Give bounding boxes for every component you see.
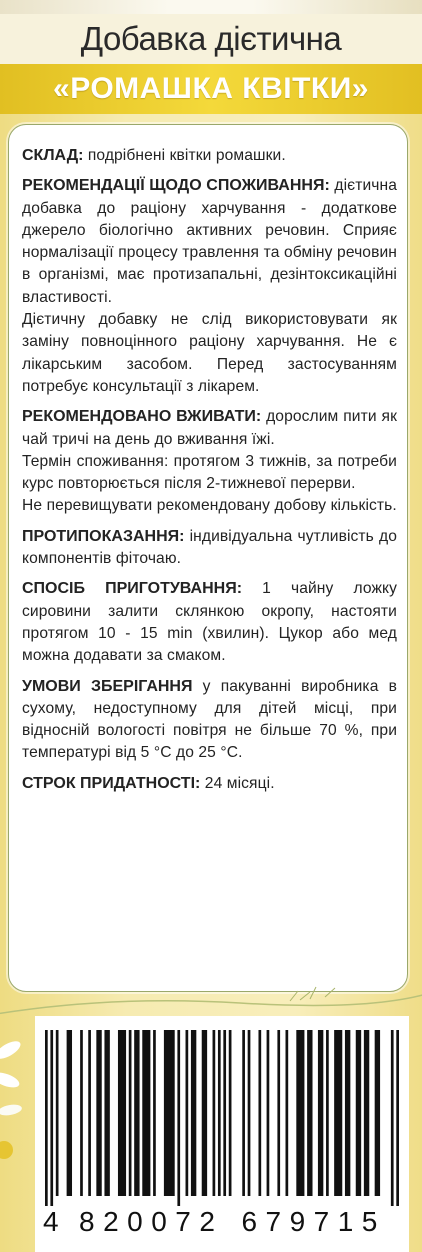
product-title: Добавка дієтична bbox=[0, 14, 422, 64]
barcode-bar bbox=[191, 1030, 196, 1196]
dosage-text: дорослим пити як чай тричі на день до вживання їжі. bbox=[22, 408, 398, 448]
barcode-bar bbox=[177, 1030, 180, 1206]
barcode-bar bbox=[318, 1030, 323, 1196]
barcode-bar bbox=[391, 1030, 394, 1206]
barcode-bar bbox=[129, 1030, 132, 1196]
shelf-life-label: СТРОК ПРИДАТНОСТІ: bbox=[22, 774, 201, 792]
contraindications-label: ПРОТИПОКАЗАННЯ: bbox=[22, 527, 185, 545]
barcode-bar bbox=[296, 1030, 304, 1196]
dosage-paragraph bbox=[22, 406, 397, 451]
barcode-bar bbox=[267, 1030, 270, 1196]
barcode-bar bbox=[326, 1030, 329, 1196]
composition-label: СКЛАД: bbox=[22, 147, 84, 164]
barcode-bars bbox=[45, 1030, 399, 1206]
barcode-bar bbox=[364, 1030, 369, 1196]
barcode-bar bbox=[229, 1030, 232, 1196]
barcode-group-left: 820072 bbox=[79, 1206, 224, 1237]
barcode-bar bbox=[307, 1030, 312, 1196]
barcode-bar bbox=[153, 1030, 156, 1196]
barcode-bar bbox=[223, 1030, 226, 1196]
barcode-bar bbox=[118, 1030, 126, 1196]
barcode-bar bbox=[134, 1030, 139, 1196]
barcode-bar bbox=[45, 1030, 48, 1206]
recommendations-paragraph bbox=[22, 175, 397, 309]
barcode-bar bbox=[88, 1030, 91, 1196]
shelf-life-text: 24 місяці. bbox=[200, 774, 275, 792]
barcode-bar bbox=[218, 1030, 221, 1196]
dosage-label: РЕКОМЕНДОВАНО ВЖИВАТИ: bbox=[22, 408, 262, 426]
subtitle-banner bbox=[0, 64, 422, 114]
barcode-bar bbox=[104, 1030, 109, 1196]
recommendations-label: РЕКОМЕНДАЦІЇ ЩОДО СПОЖИВАННЯ: bbox=[22, 177, 330, 195]
barcode-bar bbox=[50, 1030, 53, 1206]
barcode-bar bbox=[202, 1030, 207, 1196]
dosage-term: Термін споживання: протягом 3 тижнів, за потреби курс повторюється після 2-тижневої перерви. bbox=[22, 452, 397, 493]
barcode-bar bbox=[248, 1030, 251, 1196]
barcode-bar bbox=[345, 1030, 350, 1196]
barcode-group-right: 679715 bbox=[241, 1206, 386, 1237]
dosage-limit: Не перевищувати рекомендовану добову кількість. bbox=[22, 497, 397, 515]
barcode-digits bbox=[43, 1202, 403, 1242]
barcode-bar bbox=[375, 1030, 380, 1196]
barcode-bar bbox=[186, 1030, 189, 1196]
barcode-bar bbox=[96, 1030, 101, 1196]
barcode-bar bbox=[277, 1030, 280, 1196]
storage-paragraph bbox=[22, 676, 397, 765]
storage-label: УМОВИ ЗБЕРІГАННЯ bbox=[22, 677, 193, 695]
preparation-label: СПОСІБ ПРИГОТУВАННЯ: bbox=[22, 580, 243, 598]
top-strip bbox=[0, 0, 422, 14]
contraindications-paragraph bbox=[22, 526, 397, 571]
composition-paragraph bbox=[22, 145, 397, 167]
barcode-area bbox=[35, 1016, 409, 1252]
barcode-bar bbox=[258, 1030, 261, 1196]
barcode-bar bbox=[67, 1030, 72, 1196]
info-panel bbox=[8, 124, 408, 992]
preparation-text: 1 чайну ложку сировини залити склянкою окропу, настояти протягом 10 - 15 min (хвилин). Цукор або мед можна додавати за смаком. bbox=[22, 580, 398, 665]
storage-text: у пакуванні виробника в сухому, недоступному для дітей місці, при відносній вологості повітря не більше 70 %, при температурі від 5 °С до 25 °С. bbox=[22, 677, 398, 762]
barcode-bar bbox=[396, 1030, 399, 1206]
preparation-paragraph bbox=[22, 578, 397, 667]
contraindications-text: індивідуальна чутливість до компонентів фіточаю. bbox=[22, 527, 397, 568]
chamomile-flower-decoration bbox=[0, 1000, 34, 1200]
recommendations-note: Дієтичну добавку не слід використовувати як заміну повноцінного раціону харчування. Не є лікарським засобом. Перед застосуванням потребує консультації з лікарем. bbox=[22, 311, 397, 395]
barcode-bar bbox=[334, 1030, 342, 1196]
recommendations-text: дієтична добавка до раціону харчування - додаткове джерело біологічно активних речовин. Сприяє нормалізації процесу травлення та обміну речовин в організмі, має протизапальні, дезінтоксикаційні властивості. bbox=[22, 177, 397, 306]
product-subtitle: «РОМАШКА КВІТКИ» bbox=[53, 72, 369, 105]
barcode-first-digit: 4 bbox=[43, 1206, 59, 1237]
barcode-bar bbox=[213, 1030, 216, 1196]
barcode-bar bbox=[164, 1030, 175, 1196]
barcode-bar bbox=[242, 1030, 245, 1196]
shelf-life-paragraph bbox=[22, 773, 397, 795]
barcode-bar bbox=[80, 1030, 83, 1196]
barcode-bar bbox=[56, 1030, 59, 1196]
barcode-bar bbox=[356, 1030, 361, 1196]
barcode-bar bbox=[142, 1030, 150, 1196]
composition-text: подрібнені квітки ромашки. bbox=[83, 147, 286, 164]
barcode-bar bbox=[286, 1030, 289, 1196]
